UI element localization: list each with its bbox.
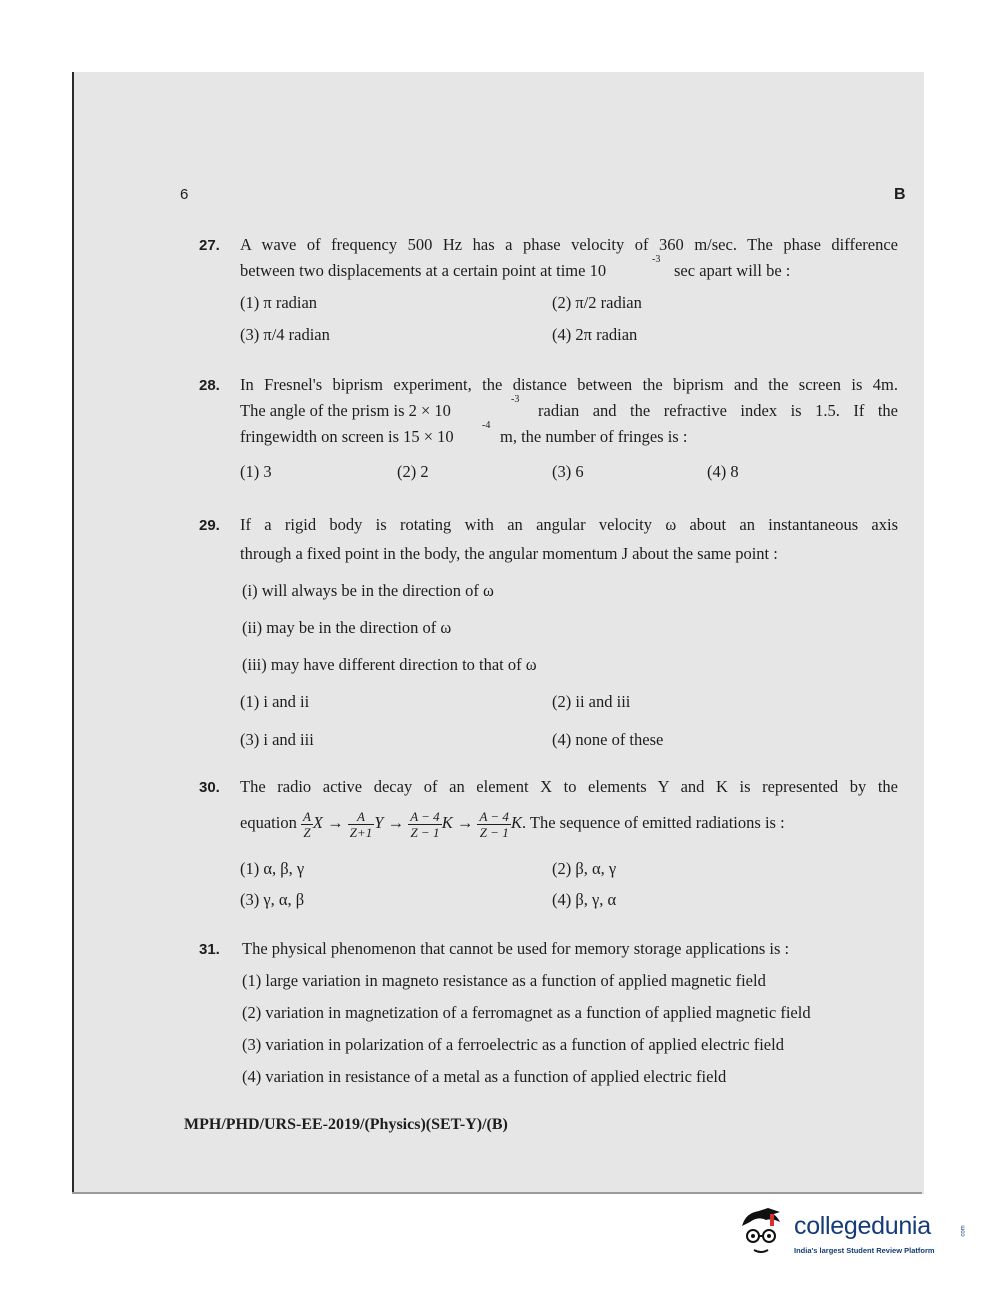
exponent: -3 xyxy=(511,394,520,405)
element-symbol: Y xyxy=(374,813,384,832)
question-text: sec apart will be : xyxy=(674,261,791,280)
scan-edge xyxy=(72,1192,922,1194)
option: (1) π radian xyxy=(240,293,318,312)
option: (1) α, β, γ xyxy=(240,859,305,878)
question-text: If a rigid body is rotating with an angular velocity ω about an instantaneous axis xyxy=(240,515,898,534)
option: (4) none of these xyxy=(552,730,664,749)
equation-label: equation xyxy=(240,813,297,832)
option: (4) 8 xyxy=(707,462,739,481)
logo-wordmark: collegedunia xyxy=(794,1212,931,1240)
question-text: The radio active decay of an element X to elements Y and K is represented by the xyxy=(240,777,898,796)
option: (3) i and iii xyxy=(240,730,314,749)
page-number: 6 xyxy=(180,186,189,203)
option: (1) large variation in magneto resistance as a function of applied magnetic field xyxy=(242,971,766,990)
fraction xyxy=(408,809,441,840)
option: (4) β, γ, α xyxy=(552,890,617,909)
fraction-denominator: Z+1 xyxy=(349,824,373,840)
statement: (i) will always be in the direction of ω xyxy=(242,581,494,600)
option: (2) β, α, γ xyxy=(552,859,617,878)
option: (3) γ, α, β xyxy=(240,890,305,909)
option: (4) 2π radian xyxy=(552,325,638,344)
question-text: In Fresnel's biprism experiment, the distance between the biprism and the screen is 4m. xyxy=(240,375,898,394)
question-number: 31. xyxy=(199,941,220,958)
fraction-denominator: Z xyxy=(303,824,311,840)
statement: (ii) may be in the direction of ω xyxy=(242,618,452,637)
question-number: 30. xyxy=(199,779,220,796)
option: (2) π/2 radian xyxy=(552,293,642,312)
logo-domain: com xyxy=(960,1225,967,1237)
option: (4) variation in resistance of a metal as a function of applied electric field xyxy=(242,1067,727,1086)
option: (3) 6 xyxy=(552,462,584,481)
fraction-numerator: A xyxy=(302,808,311,824)
question-text: . The sequence of emitted radiations is : xyxy=(521,813,785,832)
fraction xyxy=(348,809,375,840)
option: (3) π/4 radian xyxy=(240,325,330,344)
question-text: between two displacements at a certain point at time 10 xyxy=(240,261,607,280)
question-text: through a fixed point in the body, the angular momentum J about the same point : xyxy=(240,544,778,563)
statement: (iii) may have different direction to that of ω xyxy=(242,655,537,674)
question-number: 27. xyxy=(199,237,220,254)
mascot-icon xyxy=(736,1206,790,1264)
option: (1) i and ii xyxy=(240,692,310,711)
question-text: radian and the refractive index is 1.5. If the xyxy=(538,401,898,420)
fraction xyxy=(301,809,313,840)
arrow: → xyxy=(387,813,405,832)
element-symbol: K xyxy=(441,813,453,832)
question-text: The angle of the prism is 2 × 10 xyxy=(240,401,451,420)
paper-code-footer: MPH/PHD/URS-EE-2019/(Physics)(SET-Y)/(B) xyxy=(184,1116,508,1133)
arrow: → xyxy=(456,813,474,832)
logo-tagline: India's largest Student Review Platform xyxy=(794,1246,935,1255)
set-letter: B xyxy=(894,186,906,203)
question-text: m, the number of fringes is : xyxy=(500,427,688,446)
arrow: → xyxy=(327,813,344,832)
question-text: A wave of frequency 500 Hz has a phase velocity of 360 m/sec. The phase difference xyxy=(240,235,898,254)
option: (1) 3 xyxy=(240,462,272,481)
question-number: 29. xyxy=(199,517,220,534)
fraction-numerator: A − 4 xyxy=(479,808,509,824)
collegedunia-logo xyxy=(736,1206,966,1266)
fraction xyxy=(477,809,510,840)
exponent: -4 xyxy=(482,420,491,431)
element-symbol: K xyxy=(510,813,522,832)
option: (3) variation in polarization of a ferroelectric as a function of applied electric field xyxy=(242,1035,784,1054)
decay-equation-line xyxy=(240,800,785,846)
element-symbol: X xyxy=(312,813,323,832)
fraction-numerator: A − 4 xyxy=(410,808,440,824)
option: (2) 2 xyxy=(397,462,429,481)
fraction-denominator: Z − 1 xyxy=(410,824,440,840)
question-text: fringewidth on screen is 15 × 10 xyxy=(240,427,454,446)
fraction-denominator: Z − 1 xyxy=(479,824,509,840)
option: (2) variation in magnetization of a ferromagnet as a function of applied magnetic field xyxy=(242,1003,811,1022)
question-number: 28. xyxy=(199,377,220,394)
option: (2) ii and iii xyxy=(552,692,631,711)
exponent: -3 xyxy=(652,254,661,265)
question-text: The physical phenomenon that cannot be used for memory storage applications is : xyxy=(242,939,790,958)
fraction-numerator: A xyxy=(348,809,375,825)
